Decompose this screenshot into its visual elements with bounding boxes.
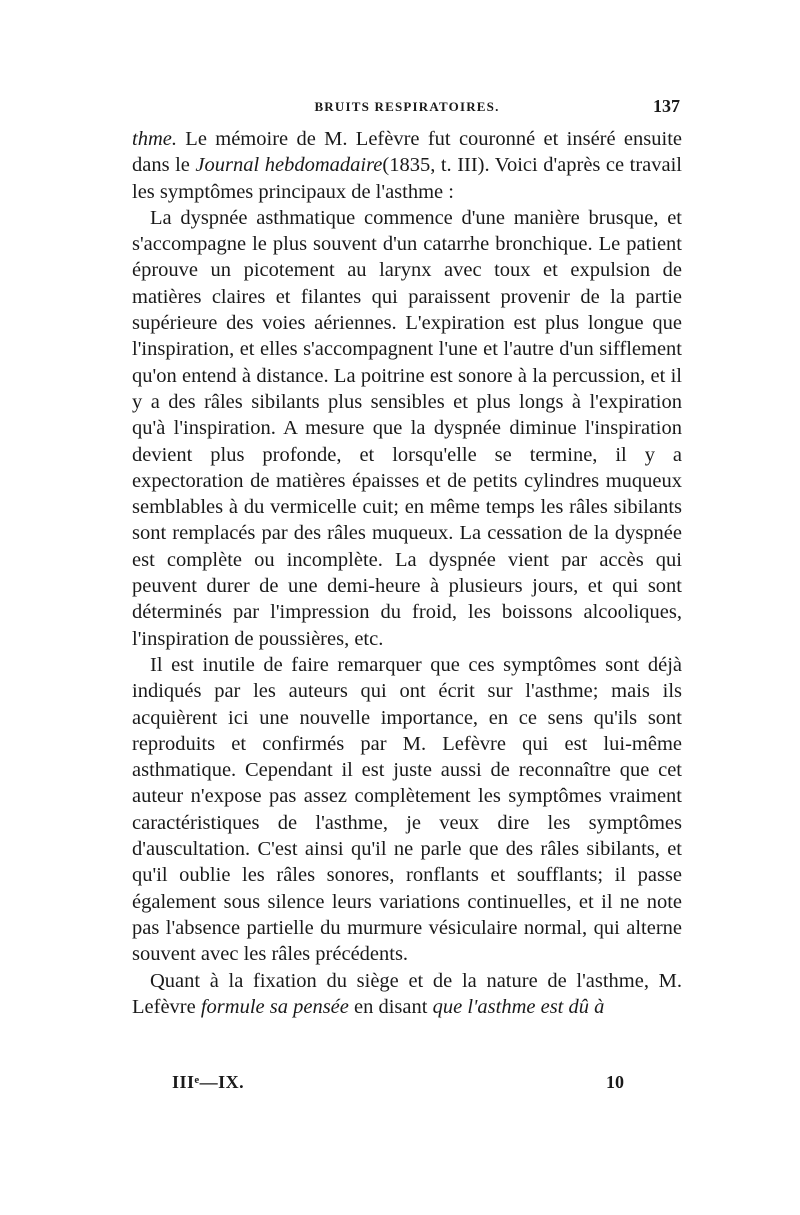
folio-number: 10	[606, 1072, 624, 1092]
paragraph-1-text-end: (1835, t. III). Voici d'après ce travail les symptômes principaux de l'asthme :	[132, 154, 683, 203]
paragraph-1	[132, 126, 682, 205]
running-head	[132, 96, 682, 118]
italic-phrase-2: que l'asthme est dû à	[432, 995, 605, 1018]
signature-mark: IIIᵉ—IX.	[172, 1072, 245, 1092]
italic-phrase-1: formule sa pensée	[200, 995, 349, 1018]
page-footer	[172, 1072, 624, 1098]
paragraph-4-text-mid: en disant	[348, 995, 433, 1018]
journal-title: Journal hebdomadaire	[195, 154, 383, 177]
running-title: BRUITS RESPIRATOIRES.	[314, 99, 500, 114]
paragraph-3: Il est inutile de faire remarquer que ces symptômes sont déjà indiqués par les auteurs qui ont écrit sur l'asthme; mais ils acquièrent ici une nouvelle importance, en ce sens qu'ils sont reproduits et confirmés par M. Lefèvre qui est lui-même asthmatique. Cependant il est juste aussi de reconnaître que cet auteur n'expose pas assez complètement les symptômes vraiment caractéristiques de l'asthme, je veux dire les symptômes d'auscultation. C'est ainsi qu'il ne parle que des râles sibilants, et qu'il oublie les râles sonores, ronflants et soufflants; il passe également sous silence leurs variations continuelles, et il ne note pas l'absence partielle du murmure vésiculaire normal, qui alterne souvent avec les râles précédents.	[132, 653, 682, 966]
page-number: 137	[653, 96, 680, 116]
paragraph-2: La dyspnée asthmatique commence d'une manière brusque, et s'accompagne le plus souvent d'un catarrhe bronchique. Le patient éprouve un picotement au larynx avec toux et expulsion de matières claires et filantes qui paraissent provenir de la partie supérieure des voies aériennes. L'expiration est plus longue que l'inspiration, et elles s'accompagnent l'une et l'autre d'un sifflement qu'on entend à distance. La poitrine est sonore à la percussion, et il y a des râles sibilants plus sensibles et plus longs à l'expiration qu'à l'inspiration. A mesure que la dyspnée diminue l'inspiration devient plus profonde, et lorsqu'elle se termine, il y a expectoration de matières épaisses et de petits cylindres muqueux semblables à du vermicelle cuit; en même temps les râles sibilants sont remplacés par des râles muqueux. La cessation de la dyspnée est complète ou incomplète. La dyspnée vient par accès qui peuvent durer de une demi-heure à plusieurs jours, et qui sont déterminés par l'impression du froid, les boissons alcooliques, l'inspiration de poussières, etc.	[132, 206, 682, 650]
continued-word: thme.	[132, 128, 177, 150]
paragraph-4-text: Quant à la fixation du siège et de la nature de l'asthme, M. Lefèvre	[132, 969, 682, 1018]
paragraph-1-text: Le mémoire de M. Lefèvre fut couronné et inséré ensuite dans le	[132, 128, 682, 177]
paragraph-4	[132, 968, 682, 1021]
body-text	[132, 126, 682, 1020]
